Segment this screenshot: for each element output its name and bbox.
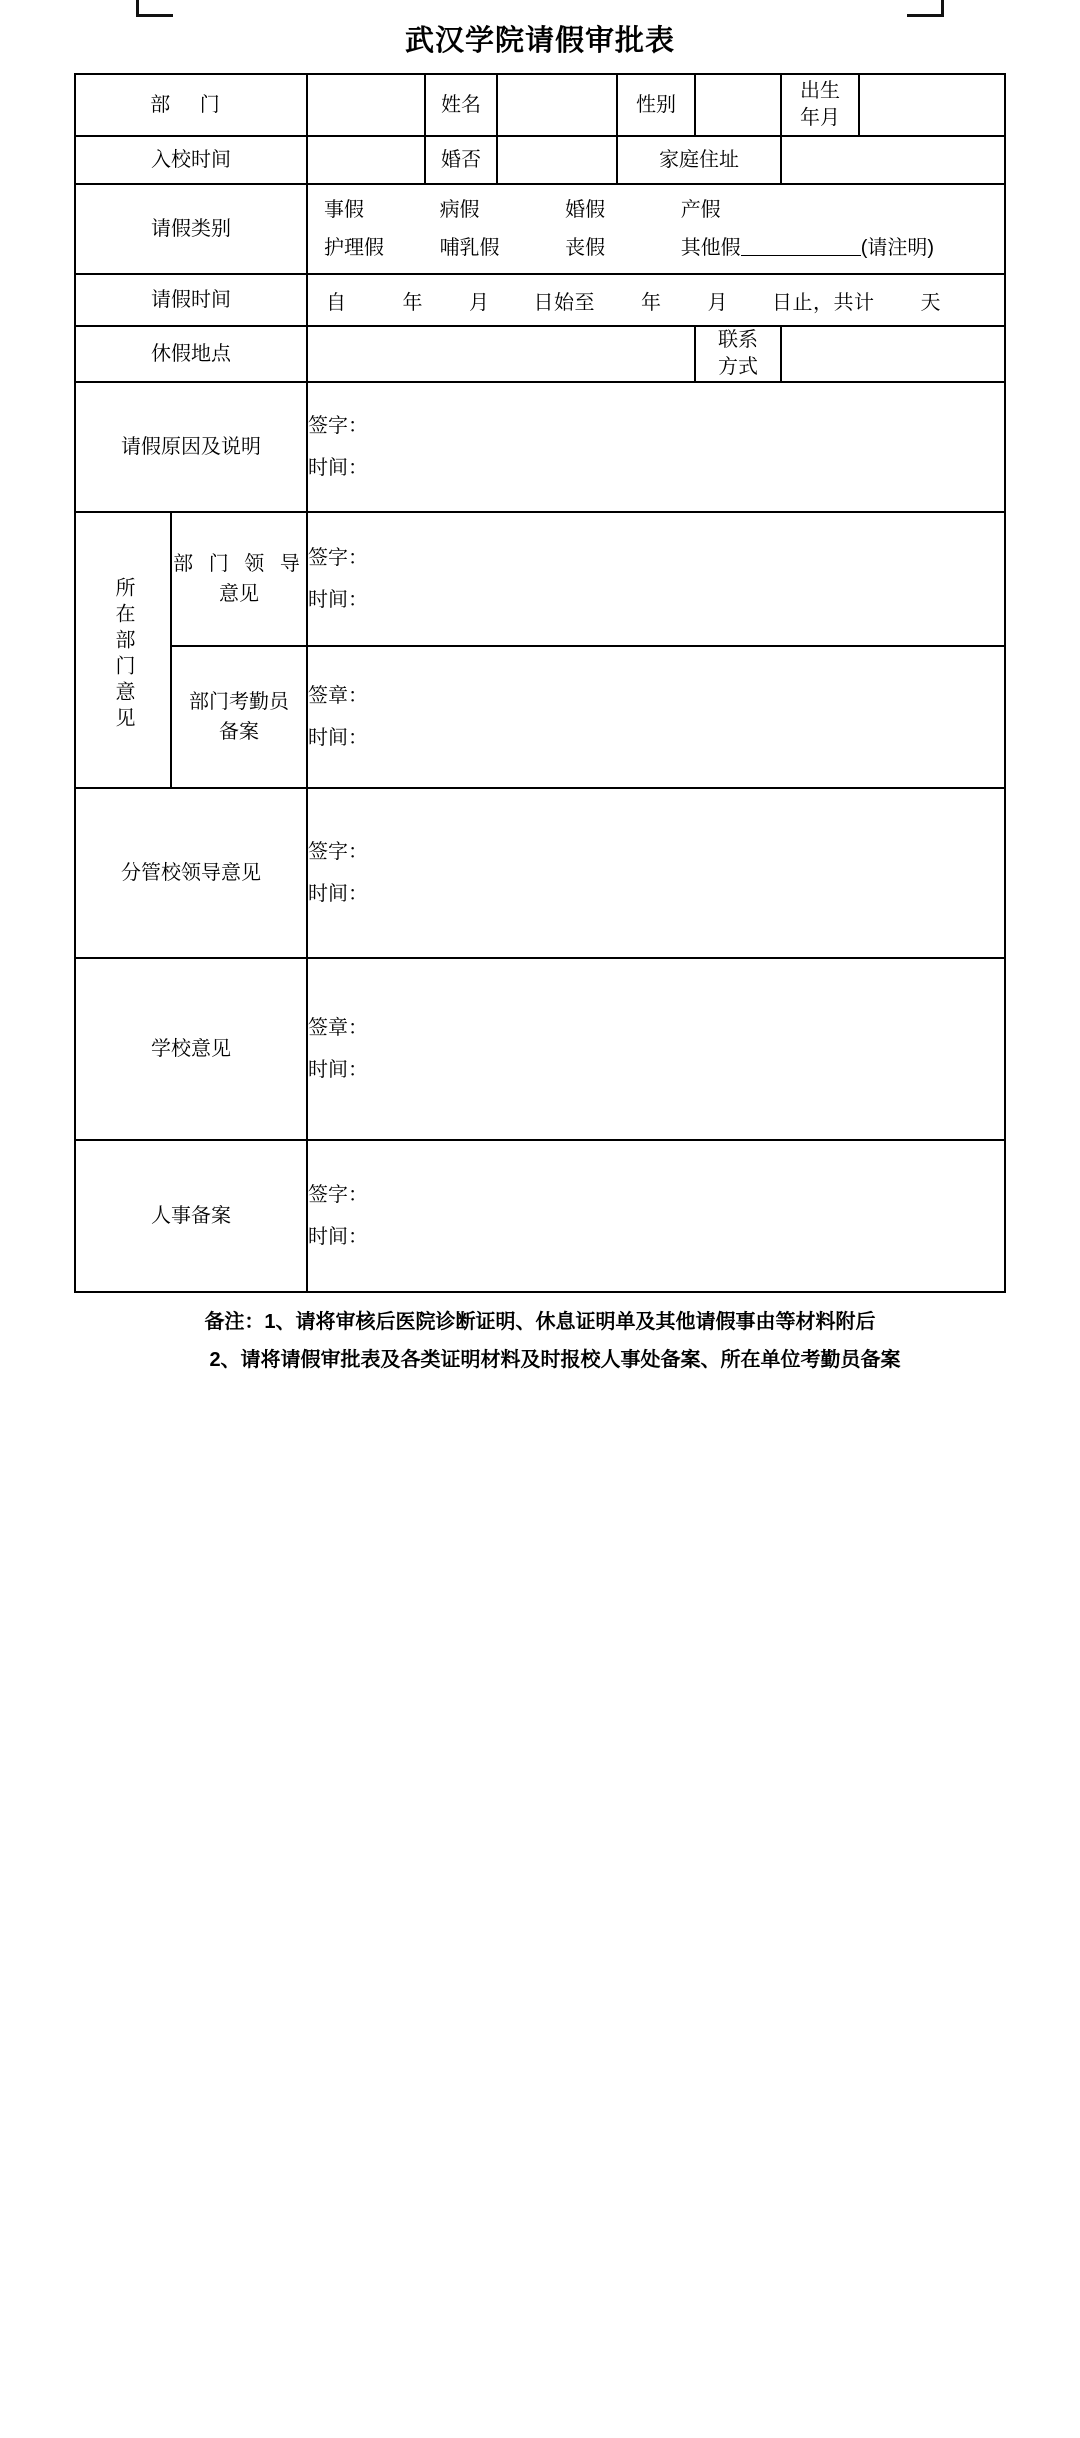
field-dept-attendance-record[interactable] <box>307 646 1005 788</box>
label-dept-leader <box>171 512 307 646</box>
dept-attendance-sign-seal: 签章： <box>308 685 368 707</box>
field-entry-time[interactable] <box>307 136 425 184</box>
dept-leader-sign-time: 时间： <box>308 589 368 611</box>
table-row <box>75 788 1005 958</box>
field-marital[interactable] <box>497 136 617 184</box>
label-leave-type: 请假类别 <box>75 184 307 274</box>
table-row <box>75 136 1005 184</box>
field-other-leave[interactable] <box>741 237 861 256</box>
label-name: 姓名 <box>425 74 497 136</box>
label-leave-time: 请假时间 <box>75 274 307 326</box>
leave-type-personal[interactable]: 事假 <box>324 199 364 221</box>
label-birth-line1: 出生 <box>800 80 840 102</box>
label-dept-attendance-line1: 部门考勤员 <box>189 691 289 713</box>
table-row <box>75 1140 1005 1292</box>
reason-sign-time: 时间： <box>308 457 368 479</box>
page-title: 武汉学院请假审批表 <box>404 25 675 57</box>
leave-time-from: 自 <box>326 291 347 314</box>
label-dept-leader-line1: 部 门 领 导 <box>173 553 305 575</box>
dept-attendance-sign-time: 时间： <box>308 727 368 749</box>
table-row <box>75 382 1005 512</box>
leave-time-year2: 年 <box>641 291 662 314</box>
leave-type-maternity[interactable]: 产假 <box>680 199 721 221</box>
field-birth[interactable] <box>859 74 1005 136</box>
label-birth-line2: 年月 <box>800 107 840 129</box>
field-name[interactable] <box>497 74 617 136</box>
school-leader-sign-time: 时间： <box>308 883 368 905</box>
label-contact-line1: 联系 <box>718 329 758 351</box>
label-home-address: 家庭住址 <box>617 136 781 184</box>
label-dept-attendance <box>171 646 307 788</box>
form-notes <box>75 1303 1005 1379</box>
field-reason[interactable] <box>307 382 1005 512</box>
label-school-opinion: 学校意见 <box>75 958 307 1140</box>
dept-leader-sign-name: 签字： <box>308 547 368 569</box>
leave-time-days: 天 <box>920 291 941 314</box>
field-gender[interactable] <box>695 74 781 136</box>
school-sign-seal: 签章： <box>308 1017 368 1039</box>
field-dept-leader-opinion[interactable] <box>307 512 1005 646</box>
hr-sign-time: 时间： <box>308 1226 368 1248</box>
field-school-leader-opinion[interactable] <box>307 788 1005 958</box>
leave-type-other-label: 其他假 <box>680 237 741 259</box>
crop-mark-right <box>907 0 944 17</box>
table-row <box>75 958 1005 1140</box>
leave-time-fields[interactable] <box>307 274 1005 326</box>
label-dept-attendance-line2: 备案 <box>219 721 259 743</box>
leave-type-other-note: (请注明) <box>860 237 935 259</box>
table-row <box>75 646 1005 788</box>
note-line-1: 备注：1、请将审核后医院诊断证明、休息证明单及其他请假事由等材料附后 <box>204 1311 876 1333</box>
leave-type-marriage[interactable]: 婚假 <box>565 199 606 221</box>
label-birth <box>781 74 859 136</box>
leave-type-funeral[interactable]: 丧假 <box>565 237 606 259</box>
reason-sign-name: 签字： <box>308 415 368 437</box>
label-gender: 性别 <box>617 74 695 136</box>
field-vacation-place[interactable] <box>307 326 695 382</box>
label-vacation-place: 休假地点 <box>75 326 307 382</box>
label-department: 部 门 <box>75 74 307 136</box>
leave-type-options <box>307 184 1005 274</box>
leave-time-month2: 月 <box>707 291 728 314</box>
field-department[interactable] <box>307 74 425 136</box>
school-sign-time: 时间： <box>308 1059 368 1081</box>
field-school-opinion[interactable] <box>307 958 1005 1140</box>
table-row <box>75 184 1005 274</box>
label-hr-record: 人事备案 <box>75 1140 307 1292</box>
leave-time-end: 日止，共计 <box>772 291 875 314</box>
table-row <box>75 326 1005 382</box>
table-row <box>75 512 1005 646</box>
field-hr-record[interactable] <box>307 1140 1005 1292</box>
leave-type-sick[interactable]: 病假 <box>439 199 480 221</box>
label-school-leader: 分管校领导意见 <box>75 788 307 958</box>
crop-mark-left <box>136 0 173 17</box>
label-entry-time: 入校时间 <box>75 136 307 184</box>
leave-type-breastfeeding[interactable]: 哺乳假 <box>439 237 500 259</box>
table-row <box>75 274 1005 326</box>
leave-time-start: 日始至 <box>533 291 595 314</box>
table-row <box>75 74 1005 136</box>
note-line-2: 2、请将请假审批表及各类证明材料及时报校人事处备案、所在单位考勤员备案 <box>209 1349 901 1371</box>
leave-time-month1: 月 <box>469 291 490 314</box>
leave-type-nursing[interactable]: 护理假 <box>324 237 384 259</box>
leave-approval-form <box>74 73 1006 1293</box>
field-home-address[interactable] <box>781 136 1005 184</box>
school-leader-sign-name: 签字： <box>308 841 368 863</box>
field-contact[interactable] <box>781 326 1005 382</box>
label-dept-leader-line2: 意见 <box>219 583 259 605</box>
label-dept-opinion: 所在部门意见 <box>75 512 171 788</box>
hr-sign-name: 签字： <box>308 1184 368 1206</box>
label-contact-line2: 方式 <box>718 356 758 378</box>
label-marital: 婚否 <box>425 136 497 184</box>
label-contact <box>695 326 781 382</box>
leave-time-year1: 年 <box>402 291 423 314</box>
label-reason: 请假原因及说明 <box>75 382 307 512</box>
